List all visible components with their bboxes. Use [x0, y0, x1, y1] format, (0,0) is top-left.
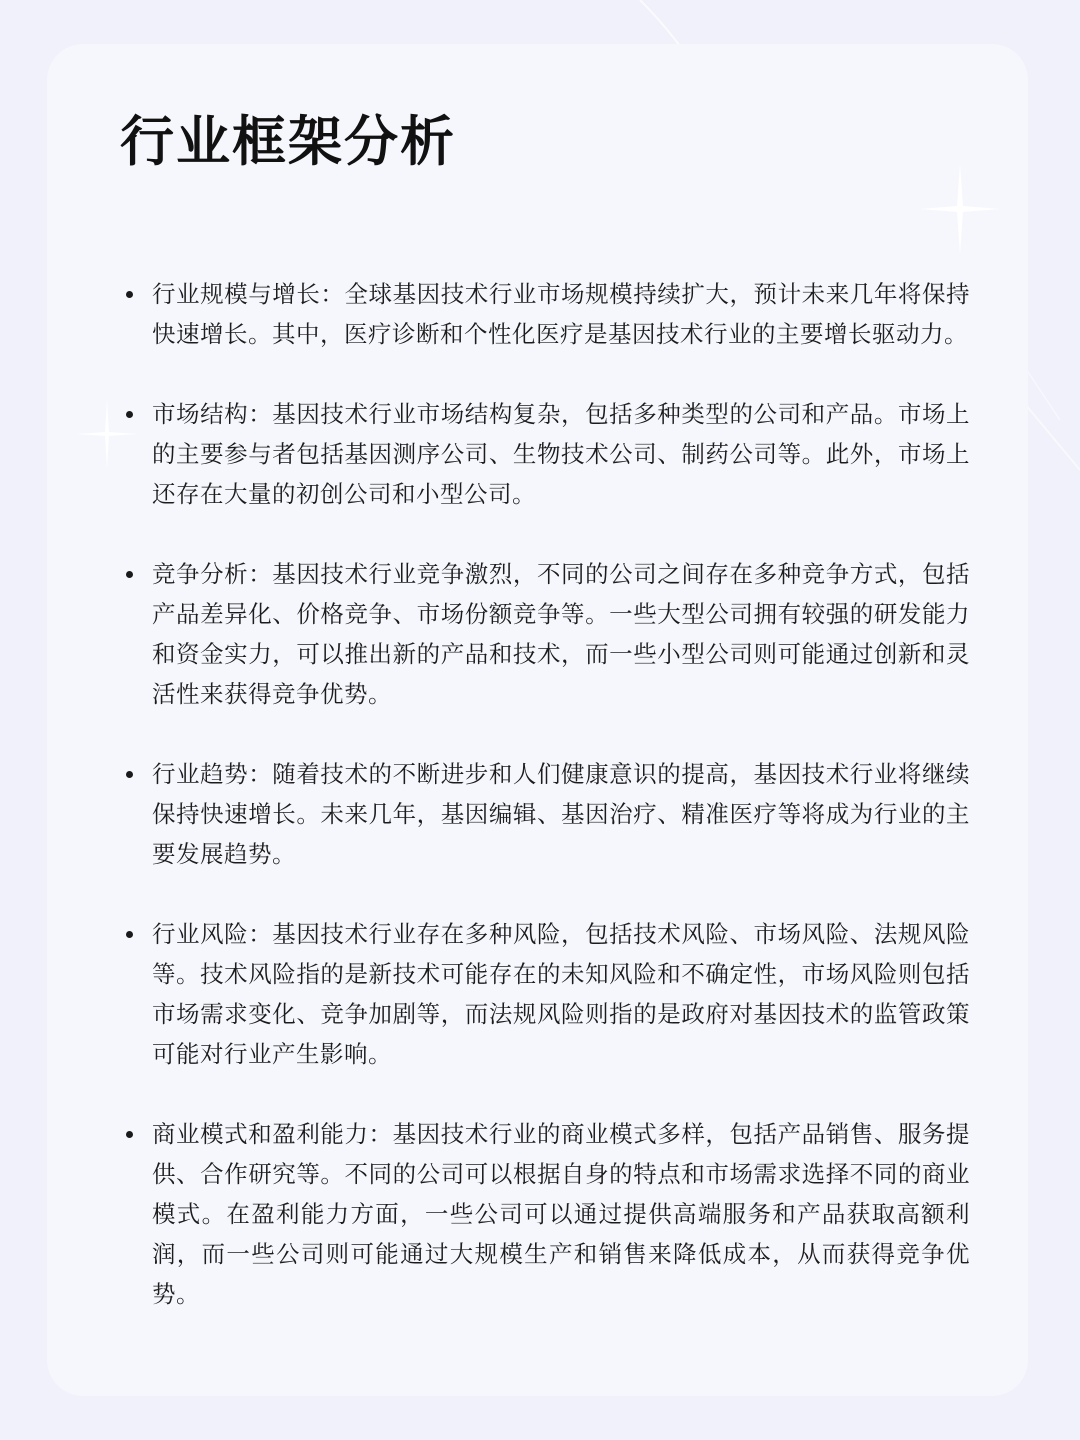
section-text: 行业趋势：随着技术的不断进步和人们健康意识的提高，基因技术行业将继续保持快速增长。未来几年，基因编辑、基因治疗、精准医疗等将成为行业的主要发展趋势。	[152, 760, 970, 868]
list-item	[120, 1114, 970, 1314]
section-list	[120, 274, 970, 1354]
content-card	[47, 44, 1028, 1396]
sparkle-icon	[920, 164, 1000, 254]
section-text: 竞争分析：基因技术行业竞争激烈，不同的公司之间存在多种竞争方式，包括产品差异化、价格竞争、市场份额竞争等。一些大型公司拥有较强的研发能力和资金实力，可以推出新的产品和技术，而一些小型公司则可能通过创新和灵活性来获得竞争优势。	[152, 560, 970, 708]
list-item	[120, 914, 970, 1074]
list-item	[120, 754, 970, 874]
bullet-icon	[126, 931, 133, 938]
bullet-icon	[126, 571, 133, 578]
section-text: 行业规模与增长：全球基因技术行业市场规模持续扩大，预计未来几年将保持快速增长。其中，医疗诊断和个性化医疗是基因技术行业的主要增长驱动力。	[152, 280, 970, 348]
page-title: 行业框架分析	[120, 110, 456, 173]
bullet-icon	[126, 1131, 133, 1138]
list-item	[120, 554, 970, 714]
list-item	[120, 274, 970, 354]
section-text: 市场结构：基因技术行业市场结构复杂，包括多种类型的公司和产品。市场上的主要参与者包括基因测序公司、生物技术公司、制药公司等。此外，市场上还存在大量的初创公司和小型公司。	[152, 400, 970, 508]
list-item	[120, 394, 970, 514]
bullet-icon	[126, 411, 133, 418]
bullet-icon	[126, 771, 133, 778]
section-text: 行业风险：基因技术行业存在多种风险，包括技术风险、市场风险、法规风险等。技术风险指的是新技术可能存在的未知风险和不确定性，市场风险则包括市场需求变化、竞争加剧等，而法规风险则指的是政府对基因技术的监管政策可能对行业产生影响。	[152, 920, 970, 1068]
section-text: 商业模式和盈利能力：基因技术行业的商业模式多样，包括产品销售、服务提供、合作研究等。不同的公司可以根据自身的特点和市场需求选择不同的商业模式。在盈利能力方面，一些公司可以通过提供高端服务和产品获取高额利润，而一些公司则可能通过大规模生产和销售来降低成本，从而获得竞争优势。	[152, 1120, 970, 1308]
bullet-icon	[126, 291, 133, 298]
